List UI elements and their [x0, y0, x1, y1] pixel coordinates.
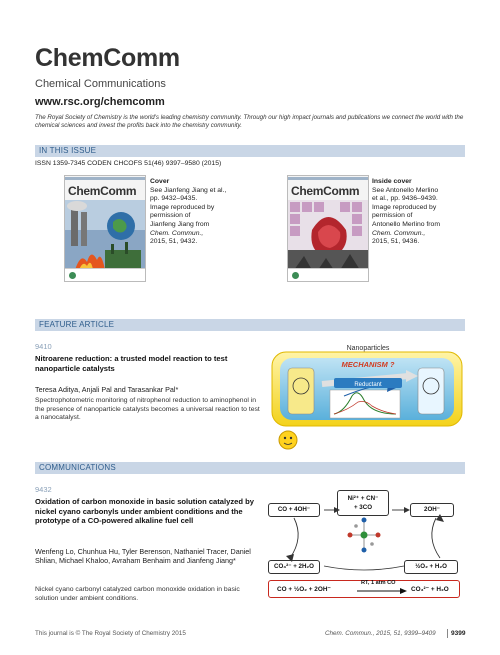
rsc-blurb: The Royal Society of Chemistry is the world’s leading chemistry community. Through our high impact journals and publications we connect the world with the chemical sciences and invest the profits back into the chemistry community.: [35, 114, 464, 129]
journal-subtitle: Chemical Communications: [35, 78, 166, 90]
communication-abstract: Nickel cyano carbonyl catalyzed carbon monoxide oxidation in basic solution under ambient conditions.: [35, 586, 240, 602]
overall-condition: RT, 1 atm CO: [361, 580, 396, 586]
footer-divider: [447, 629, 448, 638]
cover-logo: ChemComm: [291, 184, 360, 198]
feature-page-number[interactable]: 9410: [35, 342, 52, 351]
inside-cover-artwork: [288, 200, 368, 270]
cover-line: pp. 9432–9435.: [150, 195, 198, 203]
feature-abstract: Spectrophotometric monitoring of nitrophenol reduction to aminophenol in the presence of nanoparticle catalysts becomes a universal reaction to test a nanocatalyst.: [35, 397, 260, 422]
communication-title[interactable]: Oxidation of carbon monoxide in basic solution catalyzed by nickel cyano carbonyls under ambient conditions and the prototype of a CO-powered alkaline fuel cell: [35, 497, 254, 526]
inside-cover-image[interactable]: [287, 175, 369, 282]
scheme-catalyst-line: Ni²⁺ + CN⁻: [347, 495, 379, 502]
graphic-label-mechanism: MECHANISM ?: [341, 360, 395, 369]
scheme-overall-reaction: [268, 580, 460, 598]
cover-image[interactable]: [64, 175, 146, 282]
scheme-box-carbonate: CO₃²⁻ + 2H₂O: [268, 560, 320, 574]
cover-line: Image reproduced by: [150, 203, 215, 211]
inside-cover-caption: [372, 178, 462, 247]
cover-logo: ChemComm: [68, 184, 137, 198]
scheme-arrows: [264, 488, 464, 582]
scheme-catalyst-line: + 3CO: [353, 504, 373, 511]
cover-label: Inside cover: [372, 178, 412, 185]
footer-copyright: This journal is © The Royal Society of Chemistry 2015: [35, 630, 186, 637]
cover-line: Chem. Commun.,: [372, 229, 426, 237]
cover-line: Antonello Merlino from: [372, 220, 440, 228]
scheme-box-hydroxide: 2OH⁻: [410, 503, 454, 517]
overall-reactants: CO + ½O₂ + 2OH⁻: [277, 586, 331, 593]
feature-title[interactable]: Nitroarene reduction: a trusted model reaction to test nanoparticle catalysts: [35, 354, 228, 373]
cover-label: Cover: [150, 178, 170, 185]
journal-title: ChemComm: [35, 44, 180, 72]
issn-line: ISSN 1359-7345 CODEN CHCOFS 51(46) 9397–9580 (2015): [35, 160, 222, 167]
in-this-issue-heading: IN THIS ISSUE: [35, 145, 465, 157]
cover-artwork: [65, 200, 145, 270]
footer-citation: Chem. Commun., 2015, 51, 9399–9409: [325, 630, 436, 637]
graphic-label-nanoparticles: Nanoparticles: [346, 345, 390, 352]
feature-authors: Teresa Aditya, Anjali Pal and Tarasankar Pal*: [35, 385, 179, 394]
feature-graphical-abstract: [268, 338, 468, 453]
cover-line: permission of: [372, 212, 413, 220]
cover-line: See Jianfeng Jiang et al.,: [150, 186, 227, 194]
cover-caption: [150, 178, 240, 247]
communication-page-number[interactable]: 9432: [35, 485, 52, 494]
cover-line: See Antonello Merlino: [372, 186, 439, 194]
cover-line: 2015, 51, 9436.: [372, 238, 420, 246]
journal-url[interactable]: www.rsc.org/chemcomm: [35, 96, 165, 108]
overall-products: CO₃²⁻ + H₂O: [411, 586, 449, 593]
cover-line: Image reproduced by: [372, 203, 437, 211]
communication-authors: Wenfeng Lo, Chunhua Hu, Tyler Berenson, Nathaniel Tracer, Daniel Shlian, Michael Khaloo, Avraham Benhaim and Jianfeng Jiang*: [35, 547, 251, 566]
cover-line: et al., pp. 9436–9439.: [372, 195, 438, 203]
cover-line: Jianfeng Jiang from: [150, 220, 210, 228]
cover-line: permission of: [150, 212, 191, 220]
communications-heading: COMMUNICATIONS: [35, 462, 465, 474]
scheme-box-reactants: CO + 4OH⁻: [268, 503, 320, 517]
graphic-label-reductant: Reductant: [354, 382, 382, 388]
footer-page-number: 9399: [451, 630, 466, 637]
overall-arrow-icon: [357, 588, 407, 594]
scheme-box-oxygen: ½O₂ + H₂O: [404, 560, 458, 574]
cover-line: Chem. Commun.,: [150, 229, 204, 237]
cover-line: 2015, 51, 9432.: [150, 238, 198, 246]
feature-article-heading: FEATURE ARTICLE: [35, 319, 465, 331]
